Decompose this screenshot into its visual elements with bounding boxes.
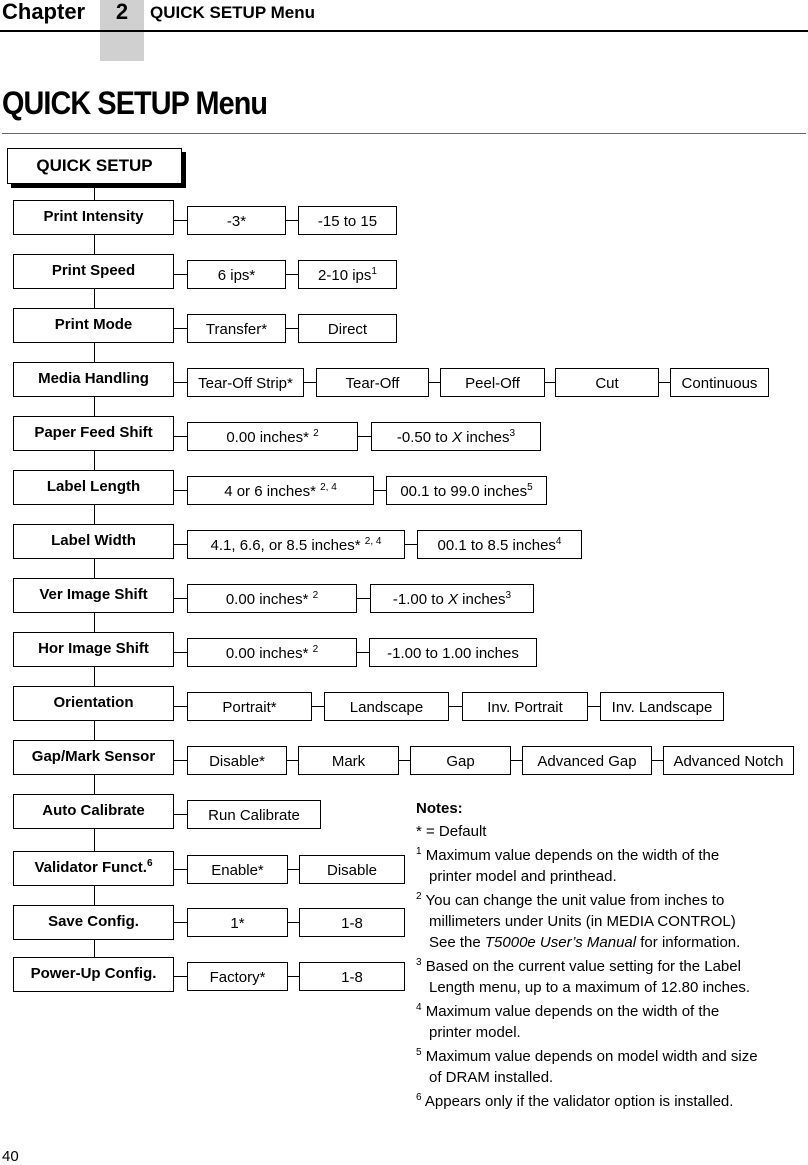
- option-box: Gap: [410, 746, 511, 775]
- note-5: [416, 1046, 801, 1088]
- option-box: [187, 530, 405, 559]
- option-box: 1*: [187, 908, 288, 937]
- note-2: [416, 890, 801, 953]
- note-text: printer model.: [429, 1024, 521, 1041]
- menu-item-gap-mark-sensor: Gap/Mark Sensor: [13, 740, 174, 775]
- option-box: 1-8: [299, 962, 405, 991]
- root-menu-box: QUICK SETUP: [7, 148, 182, 184]
- menu-item-paper-feed-shift: Paper Feed Shift: [13, 416, 174, 451]
- option-box: Direct: [298, 314, 397, 343]
- option-box: Disable*: [187, 746, 287, 775]
- option-text: 0.00 inches*: [226, 429, 309, 446]
- option-text: 4 or 6 inches*: [224, 483, 316, 500]
- note-1: [416, 845, 801, 887]
- option-text: 00.1 to 8.5 inches: [437, 537, 556, 554]
- footnote-ref: 2, 4: [364, 536, 382, 547]
- connector: [304, 382, 316, 383]
- footnote-ref: 3: [505, 590, 512, 601]
- notes-default: * = Default: [416, 823, 487, 840]
- menu-item-print-intensity: Print Intensity: [13, 200, 174, 235]
- connector: [288, 976, 299, 977]
- option-box: Transfer*: [187, 314, 286, 343]
- menu-item-save-config: Save Config.: [13, 905, 174, 940]
- connector: [286, 220, 298, 221]
- note-text: Maximum value depends on the width of the: [425, 847, 720, 864]
- menu-item-label-width: Label Width: [13, 524, 174, 559]
- option-text: -0.50 to: [396, 429, 448, 446]
- connector: [358, 436, 371, 437]
- connector: [449, 706, 462, 707]
- connector: [174, 869, 187, 870]
- option-box: [187, 422, 358, 451]
- connector: [174, 490, 187, 491]
- option-box: Disable: [299, 855, 405, 884]
- note-text: for information.: [640, 934, 741, 951]
- option-text: 4.1, 6.6, or 8.5 inches*: [210, 537, 361, 554]
- option-box: 6 ips*: [187, 260, 286, 289]
- note-number: 6: [416, 1092, 422, 1103]
- connector: [174, 706, 187, 707]
- option-box: [187, 584, 357, 613]
- note-text: You can change the unit value from inches to: [425, 892, 725, 909]
- option-box: [187, 476, 374, 505]
- option-text: -1.00 to: [392, 591, 444, 608]
- option-box: Run Calibrate: [187, 800, 321, 829]
- chapter-number: 2: [115, 0, 129, 24]
- connector: [405, 544, 417, 545]
- note-4: [416, 1001, 801, 1043]
- option-text: 2-10 ips: [318, 267, 372, 284]
- option-box: [370, 584, 534, 613]
- menu-item-label-length: Label Length: [13, 470, 174, 505]
- connector: [312, 706, 324, 707]
- menu-item-print-speed: Print Speed: [13, 254, 174, 289]
- chapter-label: Chapter: [2, 0, 86, 24]
- connector: [174, 220, 187, 221]
- connector: [174, 544, 187, 545]
- footnote-ref: 4: [555, 536, 562, 547]
- connector: [174, 382, 187, 383]
- connector: [288, 922, 299, 923]
- option-box: -15 to 15: [298, 206, 397, 235]
- manual-title: T5000e User’s Manual: [484, 934, 637, 951]
- note-3: [416, 956, 801, 998]
- menu-item-auto-calibrate: Auto Calibrate: [13, 794, 174, 829]
- note-text: Based on the current value setting for the Label: [425, 958, 741, 975]
- option-text: 0.00 inches*: [225, 591, 309, 608]
- connector: [545, 382, 555, 383]
- header-rule: [0, 30, 808, 32]
- option-box: [386, 476, 547, 505]
- note-number: 2: [416, 891, 422, 902]
- note-text: Length menu, up to a maximum of 12.80 inches.: [429, 979, 751, 996]
- menu-item-hor-image-shift: Hor Image Shift: [13, 632, 174, 667]
- connector: [286, 274, 298, 275]
- note-text: Maximum value depends on the width of the: [425, 1003, 720, 1020]
- footnote-ref: 2: [312, 644, 319, 655]
- option-box: Peel-Off: [440, 368, 545, 397]
- option-box: Advanced Gap: [522, 746, 652, 775]
- connector: [174, 976, 187, 977]
- option-text: inches: [462, 591, 506, 608]
- option-box: Portrait*: [187, 692, 312, 721]
- footnote-ref: 3: [509, 428, 516, 439]
- page-number: 40: [2, 1148, 19, 1165]
- connector: [174, 328, 187, 329]
- connector: [174, 652, 187, 653]
- option-text: 00.1 to 99.0 inches: [400, 483, 528, 500]
- menu-item-validator-funct: [13, 851, 174, 886]
- option-box: -3*: [187, 206, 286, 235]
- title-rule: [2, 133, 806, 134]
- menu-item-ver-image-shift: Ver Image Shift: [13, 578, 174, 613]
- variable-x: X: [447, 591, 458, 608]
- variable-x: X: [451, 429, 462, 446]
- connector: [357, 652, 369, 653]
- note-text: millimeters under Units (in MEDIA CONTROL): [429, 913, 736, 930]
- option-text: inches: [466, 429, 510, 446]
- note-text: of DRAM installed.: [429, 1069, 554, 1086]
- connector: [588, 706, 600, 707]
- option-box: Advanced Notch: [663, 746, 794, 775]
- footnote-ref: 6: [146, 858, 153, 869]
- option-box: Factory*: [187, 962, 288, 991]
- note-number: 5: [416, 1047, 422, 1058]
- option-box: Enable*: [187, 855, 288, 884]
- note-text: printer model and printhead.: [429, 868, 617, 885]
- connector: [652, 760, 663, 761]
- connector: [288, 869, 299, 870]
- option-box: Inv. Portrait: [462, 692, 588, 721]
- option-box: [371, 422, 541, 451]
- connector: [287, 760, 298, 761]
- note-number: 3: [416, 957, 422, 968]
- menu-item-power-up-config: Power-Up Config.: [13, 957, 174, 992]
- menu-item-print-mode: Print Mode: [13, 308, 174, 343]
- option-box: Cut: [555, 368, 659, 397]
- note-number: 4: [416, 1002, 422, 1013]
- menu-item-media-handling: Media Handling: [13, 362, 174, 397]
- connector: [174, 760, 187, 761]
- connector: [174, 922, 187, 923]
- footnote-ref: 2, 4: [320, 482, 337, 493]
- option-box: Landscape: [324, 692, 449, 721]
- note-text: Maximum value depends on model width and size: [425, 1048, 758, 1065]
- connector: [286, 328, 298, 329]
- footnote-ref: 5: [527, 482, 533, 493]
- menu-item-label: Validator Funct.: [34, 859, 147, 876]
- option-text: 0.00 inches*: [225, 645, 309, 662]
- option-box: [298, 260, 397, 289]
- footnote-ref: 1: [371, 266, 377, 277]
- option-box: -1.00 to 1.00 inches: [369, 638, 537, 667]
- connector: [374, 490, 386, 491]
- connector: [429, 382, 440, 383]
- option-box: [417, 530, 582, 559]
- connector: [511, 760, 522, 761]
- note-number: 1: [416, 846, 422, 857]
- option-box: Inv. Landscape: [600, 692, 724, 721]
- option-box: Tear-Off Strip*: [187, 368, 304, 397]
- connector: [174, 598, 187, 599]
- option-box: Tear-Off: [316, 368, 429, 397]
- note-text: [416, 932, 801, 953]
- notes-block: [416, 798, 801, 1112]
- option-box: [187, 638, 357, 667]
- connector: [357, 598, 370, 599]
- notes-title: Notes:: [416, 800, 463, 817]
- connector: [174, 436, 187, 437]
- connector: [659, 382, 670, 383]
- note-text: See the: [429, 934, 481, 951]
- menu-item-orientation: Orientation: [13, 686, 174, 721]
- connector: [174, 814, 187, 815]
- footnote-ref: 2: [312, 590, 319, 601]
- page-title: QUICK SETUP Menu: [2, 85, 268, 121]
- option-box: Mark: [298, 746, 399, 775]
- note-6: [416, 1091, 801, 1112]
- note-text: Appears only if the validator option is installed.: [424, 1093, 734, 1110]
- option-box: 1-8: [299, 908, 405, 937]
- running-title: QUICK SETUP Menu: [150, 3, 315, 22]
- connector: [174, 274, 187, 275]
- footnote-ref: 2: [313, 428, 319, 439]
- connector: [399, 760, 410, 761]
- option-box: Continuous: [670, 368, 769, 397]
